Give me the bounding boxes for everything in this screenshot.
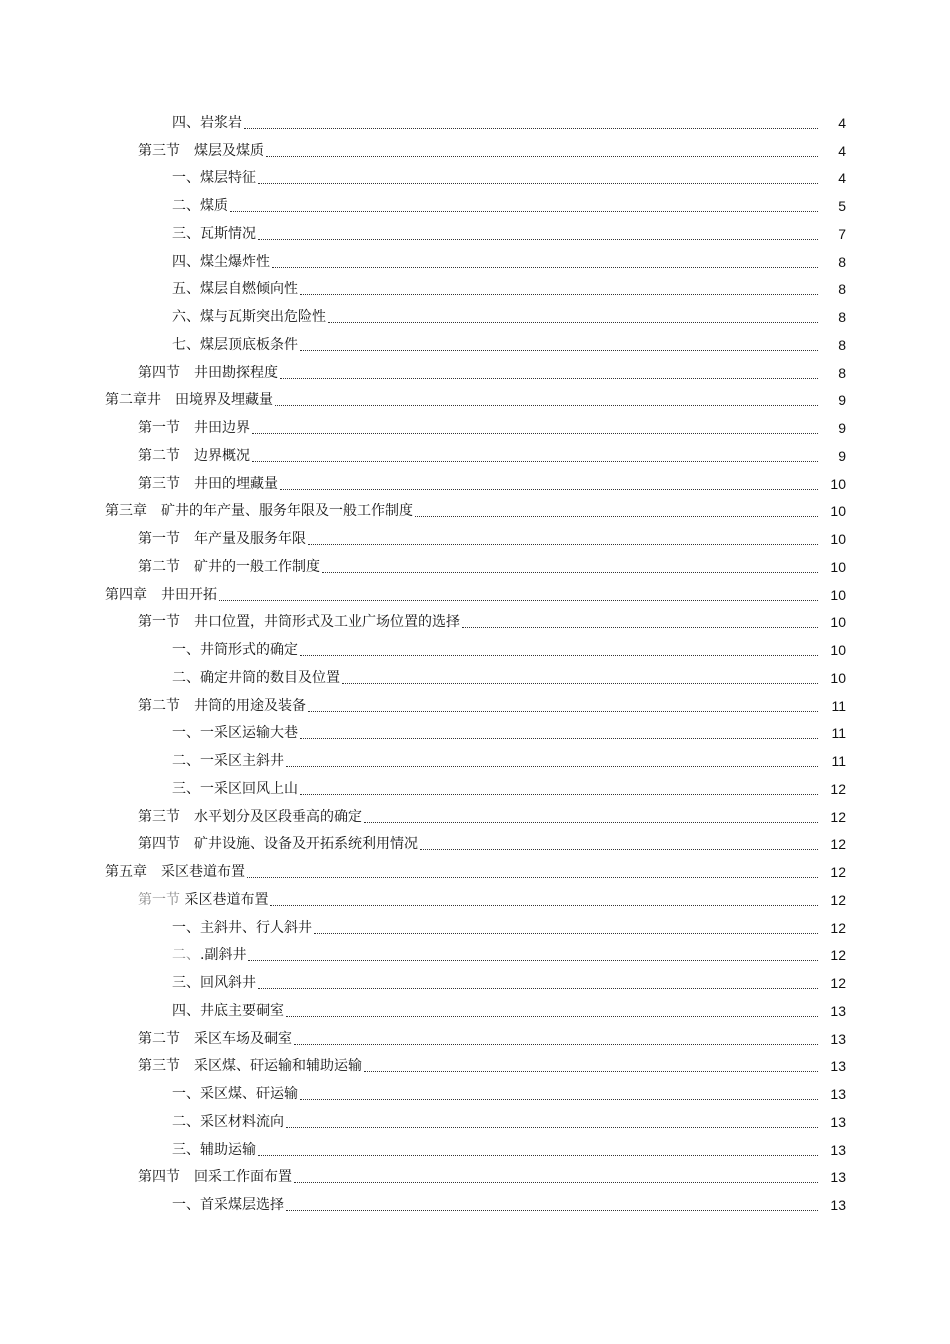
toc-entry[interactable]: [0, 109, 950, 137]
toc-entry[interactable]: [0, 442, 950, 470]
toc-page-number: 10: [830, 642, 846, 659]
dot-leader: [420, 848, 818, 850]
toc-page-number: 13: [830, 1030, 846, 1047]
toc-entry-label: 第三章 矿井的年产量、服务年限及一般工作制度: [105, 503, 413, 520]
dot-leader: [342, 682, 818, 684]
dot-leader: [300, 654, 818, 656]
toc-entry[interactable]: [0, 858, 950, 886]
dot-leader: [300, 349, 818, 351]
toc-entry[interactable]: [0, 1053, 950, 1081]
toc-entry-label: 第四章 井田开拓: [105, 586, 217, 603]
toc-entry[interactable]: [0, 997, 950, 1025]
toc-entry-label: 第一节 井口位置，井筒形式及工业广场位置的选择: [138, 614, 460, 631]
toc-entry[interactable]: [0, 553, 950, 581]
dot-leader: [258, 238, 818, 240]
toc-entry[interactable]: [0, 609, 950, 637]
toc-entry[interactable]: [0, 831, 950, 859]
dot-leader: [286, 765, 818, 767]
toc-entry[interactable]: [0, 1136, 950, 1164]
dot-leader: [294, 1043, 818, 1045]
toc-entry-label: 七、煤层顶底板条件: [172, 336, 298, 353]
toc-entry-label: 五、煤层自燃倾向性: [172, 281, 298, 298]
toc-entry-label: 第四节 井田勘探程度: [138, 364, 278, 381]
toc-entry[interactable]: [0, 942, 950, 970]
toc-entry-label: 一、主斜井、行人斜井: [172, 919, 312, 936]
toc-entry[interactable]: [0, 470, 950, 498]
toc-entry-label: 一、井筒形式的确定: [172, 642, 298, 659]
toc-entry-label: 第五章 采区巷道布置: [105, 864, 245, 881]
dot-leader: [266, 155, 818, 157]
toc-entry-label: 二、一采区主斜井: [172, 753, 284, 770]
toc-entry[interactable]: [0, 192, 950, 220]
toc-entry-label: 第三节 水平划分及区段垂高的确定: [138, 808, 362, 825]
toc-entry-label: 一、采区煤、矸运输: [172, 1086, 298, 1103]
dot-leader: [300, 293, 818, 295]
toc-entry-label: 第三节 井田的埋藏量: [138, 475, 278, 492]
toc-page-number: 13: [830, 1086, 846, 1103]
toc-page-number: 12: [830, 836, 846, 853]
toc-entry-label: 第一节 井田边界: [138, 420, 250, 437]
dot-leader: [258, 987, 818, 989]
toc-entry-label: 第二节 边界概况: [138, 447, 250, 464]
toc-entry-label: 二、.副斜井: [172, 947, 247, 964]
toc-page-number: 10: [830, 558, 846, 575]
toc-page-number: 10: [830, 503, 846, 520]
toc-page-number: 12: [830, 891, 846, 908]
toc-entry-label: 二、确定井筒的数目及位置: [172, 669, 340, 686]
dot-leader: [247, 876, 818, 878]
toc-entry[interactable]: [0, 498, 950, 526]
toc-entry[interactable]: [0, 1025, 950, 1053]
dot-leader: [219, 599, 818, 601]
toc-entry[interactable]: [0, 969, 950, 997]
toc-entry[interactable]: [0, 276, 950, 304]
toc-entry-label: 第一节 年产量及服务年限: [138, 531, 306, 548]
toc-entry[interactable]: [0, 414, 950, 442]
dot-leader: [300, 737, 818, 739]
toc-page-number: 8: [838, 253, 846, 270]
toc-entry[interactable]: [0, 664, 950, 692]
toc-entry[interactable]: [0, 1108, 950, 1136]
toc-entry-label: 一、煤层特征: [172, 170, 256, 187]
toc-entry[interactable]: [0, 720, 950, 748]
dot-leader: [280, 377, 818, 379]
toc-entry[interactable]: [0, 359, 950, 387]
toc-entry-label: 六、煤与瓦斯突出危险性: [172, 309, 326, 326]
toc-page-number: 13: [830, 1169, 846, 1186]
toc-entry[interactable]: [0, 886, 950, 914]
dot-leader: [248, 959, 818, 961]
toc-entry-label: 三、瓦斯情况: [172, 225, 256, 242]
dot-leader: [322, 571, 818, 573]
toc-entry-label: 第二节 采区车场及硐室: [138, 1030, 292, 1047]
toc-entry[interactable]: [0, 1164, 950, 1192]
dot-leader: [308, 710, 818, 712]
toc-page-number: 12: [830, 808, 846, 825]
toc-entry[interactable]: [0, 248, 950, 276]
toc-page-number: 13: [830, 1141, 846, 1158]
toc-entry[interactable]: [0, 387, 950, 415]
toc-page-number: 8: [838, 309, 846, 326]
toc-entry-label: 第四节 矿井设施、设备及开拓系统利用情况: [138, 836, 418, 853]
dot-leader: [415, 515, 818, 517]
toc-page-number: 5: [838, 198, 846, 215]
dot-leader: [258, 182, 818, 184]
toc-entry-label: 三、辅助运输: [172, 1141, 256, 1158]
toc-entry[interactable]: [0, 331, 950, 359]
dot-leader: [280, 488, 818, 490]
toc-page-number: 10: [830, 614, 846, 631]
toc-page-number: 10: [830, 669, 846, 686]
dot-leader: [244, 127, 818, 129]
toc-page-number: 7: [838, 225, 846, 242]
toc-page-number: 12: [830, 947, 846, 964]
toc-page-number: 13: [830, 1002, 846, 1019]
dot-leader: [286, 1126, 818, 1128]
toc-page-number: 11: [831, 725, 846, 742]
table-of-contents: [0, 109, 950, 1219]
dot-leader: [300, 1098, 818, 1100]
toc-page-number: 4: [838, 114, 846, 131]
toc-entry[interactable]: [0, 1080, 950, 1108]
toc-entry[interactable]: [0, 914, 950, 942]
toc-page-number: 8: [838, 281, 846, 298]
toc-entry-label: 二、煤质: [172, 198, 228, 215]
toc-page-number: 11: [831, 697, 846, 714]
toc-page-number: 10: [830, 531, 846, 548]
dot-leader: [275, 404, 818, 406]
toc-page-number: 13: [830, 1113, 846, 1130]
toc-page-number: 11: [831, 753, 846, 770]
toc-page-number: 8: [838, 364, 846, 381]
toc-page-number: 12: [830, 780, 846, 797]
toc-page-number: 13: [830, 1058, 846, 1075]
dot-leader: [258, 1154, 818, 1156]
dot-leader: [270, 904, 818, 906]
dot-leader: [462, 626, 818, 628]
toc-entry[interactable]: [0, 636, 950, 664]
toc-entry-label: 第二节 井筒的用途及装备: [138, 697, 306, 714]
toc-entry-label: 二、采区材料流向: [172, 1113, 284, 1130]
toc-entry-label: 第三节 煤层及煤质: [138, 142, 264, 159]
toc-entry-label: 一、首采煤层选择: [172, 1197, 284, 1214]
toc-entry[interactable]: [0, 165, 950, 193]
toc-entry[interactable]: [0, 137, 950, 165]
toc-entry-label: 三、回风斜井: [172, 975, 256, 992]
toc-page-number: 10: [830, 586, 846, 603]
toc-page-number: 9: [838, 447, 846, 464]
dot-leader: [364, 821, 818, 823]
dot-leader: [286, 1209, 818, 1211]
dot-leader: [328, 321, 818, 323]
dot-leader: [252, 432, 818, 434]
toc-page-number: 12: [830, 864, 846, 881]
toc-entry-label: 第二节 矿井的一般工作制度: [138, 558, 320, 575]
toc-page-number: 12: [830, 919, 846, 936]
dot-leader: [230, 210, 818, 212]
dot-leader: [272, 266, 818, 268]
toc-entry[interactable]: [0, 803, 950, 831]
toc-page-number: 9: [838, 392, 846, 409]
toc-page-number: 4: [838, 142, 846, 159]
dot-leader: [252, 460, 818, 462]
dot-leader: [294, 1181, 818, 1183]
toc-entry[interactable]: [0, 581, 950, 609]
toc-page-number: 8: [838, 336, 846, 353]
toc-entry-label: 第三节 采区煤、矸运输和辅助运输: [138, 1058, 362, 1075]
toc-entry[interactable]: [0, 1191, 950, 1219]
toc-page-number: 9: [838, 420, 846, 437]
dot-leader: [308, 543, 818, 545]
toc-page-number: 4: [838, 170, 846, 187]
dot-leader: [364, 1070, 818, 1072]
toc-page-number: 13: [830, 1197, 846, 1214]
toc-entry-label: 一、一采区运输大巷: [172, 725, 298, 742]
dot-leader: [300, 793, 818, 795]
toc-entry[interactable]: [0, 747, 950, 775]
toc-entry[interactable]: [0, 775, 950, 803]
toc-entry-label: 四、井底主要硐室: [172, 1002, 284, 1019]
toc-entry-label: 四、煤尘爆炸性: [172, 253, 270, 270]
toc-entry[interactable]: [0, 220, 950, 248]
toc-page-number: 12: [830, 975, 846, 992]
toc-entry-label: 四、岩浆岩: [172, 114, 242, 131]
toc-entry[interactable]: [0, 525, 950, 553]
toc-entry[interactable]: [0, 692, 950, 720]
toc-entry-label: 三、一采区回风上山: [172, 780, 298, 797]
toc-entry-label: 第二章井 田境界及埋藏量: [105, 392, 273, 409]
toc-page-number: 10: [830, 475, 846, 492]
toc-entry-label: 第四节 回采工作面布置: [138, 1169, 292, 1186]
dot-leader: [286, 1015, 818, 1017]
dot-leader: [314, 932, 818, 934]
toc-entry[interactable]: [0, 303, 950, 331]
toc-entry-label: 第一节 采区巷道布置: [138, 891, 269, 908]
